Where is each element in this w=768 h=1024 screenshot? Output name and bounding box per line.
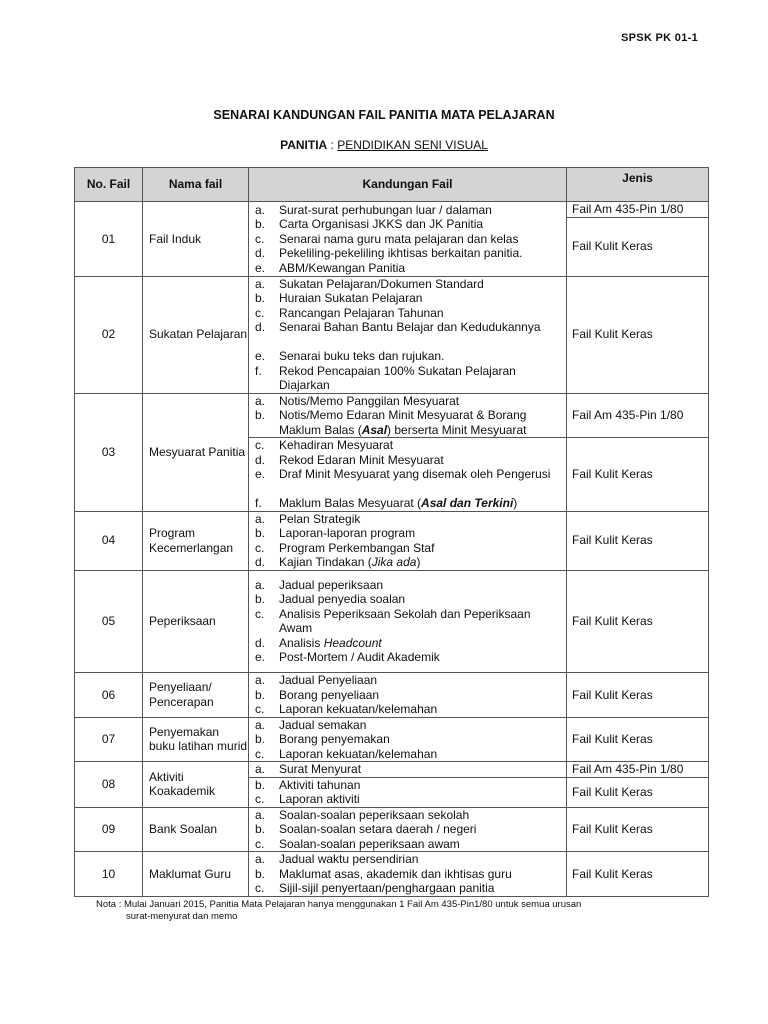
- file-number: 02: [75, 276, 143, 393]
- item-text: [279, 246, 564, 261]
- item-letter: c.: [255, 702, 265, 716]
- header-kandungan-fail: Kandungan Fail: [249, 168, 567, 202]
- file-type-value: [567, 777, 708, 807]
- item-text: [279, 291, 564, 306]
- file-type-text: Fail Kulit Keras: [572, 327, 653, 342]
- item-text-part: Laporan kekuatan/kelemahan: [279, 702, 438, 716]
- item-letter: b.: [255, 291, 266, 305]
- content-item: [249, 636, 566, 651]
- item-text-italic: Headcount: [323, 635, 382, 650]
- item-text-part: Soalan-soalan peperiksaan sekolah: [279, 807, 470, 822]
- table-body: [75, 202, 709, 897]
- item-letter: c.: [255, 836, 265, 851]
- item-text: [279, 702, 564, 717]
- item-letter: d.: [255, 635, 266, 650]
- file-type-value: [567, 718, 708, 762]
- item-letter: e.: [255, 349, 266, 363]
- content-item: [249, 867, 566, 882]
- panitia-separator: :: [327, 138, 338, 152]
- item-text: [279, 364, 564, 393]
- item-text: [279, 607, 564, 636]
- content-item: [249, 261, 566, 276]
- item-text-part: ): [416, 555, 421, 569]
- file-contents: [249, 717, 567, 762]
- item-text: [279, 555, 564, 570]
- item-text: [279, 203, 564, 218]
- content-item: [249, 364, 566, 393]
- content-item: [249, 217, 566, 232]
- item-text-part: Huraian Sukatan Pelajaran: [279, 291, 423, 305]
- file-type: [567, 852, 709, 897]
- content-item: [249, 496, 566, 511]
- file-type: [567, 570, 709, 673]
- item-text: [279, 881, 564, 896]
- item-letter: d.: [255, 555, 266, 569]
- item-text-italic: Jika ada: [371, 555, 417, 569]
- item-text-part: Rekod Pencapaian 100% Sukatan Pelajaran Diajarkan: [279, 363, 516, 392]
- content-item: [249, 822, 566, 837]
- item-text: [279, 837, 564, 852]
- footnote: [96, 899, 656, 923]
- item-text-part: Jadual waktu persendirian: [279, 852, 419, 866]
- content-item: [249, 437, 566, 453]
- file-number: 03: [75, 393, 143, 511]
- item-text-part: Maklum Balas Mesyuarat (: [279, 496, 422, 510]
- item-text-part: Pelan Strategik: [279, 511, 361, 526]
- file-type-text: Fail Kulit Keras: [572, 732, 653, 746]
- item-text-part: Soalan-soalan peperiksaan awam: [279, 836, 460, 851]
- item-letter: b.: [255, 408, 266, 422]
- item-letter: d.: [255, 320, 266, 334]
- item-text-part: Program Perkembangan Staf: [279, 540, 435, 555]
- file-contents: [249, 807, 567, 852]
- item-text-part: ) berserta Minit Mesyuarat: [387, 422, 527, 437]
- content-item: [249, 306, 566, 321]
- content-item: [249, 852, 566, 867]
- item-letter: d.: [255, 246, 266, 260]
- item-letter: c.: [255, 305, 265, 320]
- table-row: [75, 570, 709, 673]
- file-name: Peperiksaan: [143, 570, 249, 673]
- file-type: [567, 717, 709, 762]
- content-item: [249, 881, 566, 896]
- item-text: [279, 778, 564, 793]
- file-type-value: [567, 852, 708, 896]
- file-number: 04: [75, 511, 143, 570]
- file-type: [567, 276, 709, 393]
- item-letter: a.: [255, 852, 266, 866]
- table-row: [75, 511, 709, 570]
- file-type-value: [567, 673, 708, 717]
- item-text: [279, 320, 564, 349]
- file-type-value: [567, 217, 708, 276]
- content-item: [249, 792, 566, 807]
- item-text-part: Analisis: [279, 635, 324, 650]
- content-item: [249, 232, 566, 247]
- file-number: 10: [75, 852, 143, 897]
- file-name: Sukatan Pelajaran: [143, 276, 249, 393]
- item-text-part: Notis/Memo Edaran Minit Mesyuarat & Borang Maklum Balas (: [279, 408, 527, 437]
- item-text: [279, 747, 564, 762]
- file-number: 07: [75, 717, 143, 762]
- file-type-text: Fail Kulit Keras: [572, 467, 653, 481]
- item-text-part: Borang penyemakan: [279, 732, 390, 746]
- item-letter: e.: [255, 467, 266, 481]
- item-text-part: Surat-surat perhubungan luar / dalaman: [279, 202, 492, 217]
- content-item: [249, 777, 566, 793]
- file-name: Penyemakan buku latihan murid: [143, 717, 249, 762]
- item-letter: c.: [255, 438, 265, 452]
- file-name: Program Kecemerlangan: [143, 511, 249, 570]
- page-title: SENARAI KANDUNGAN FAIL PANITIA MATA PELAJARAN: [213, 108, 555, 122]
- content-item: [249, 526, 566, 541]
- item-text-part: Jadual penyedia soalan: [279, 592, 406, 607]
- footnote-line-1: Nota : Mulai Januari 2015, Panitia Mata Pelajaran hanya menggunakan 1 Fail Am 435-Pin1/80 untuk semua urusan: [96, 899, 582, 910]
- file-number: 05: [75, 570, 143, 673]
- panitia-label: PANITIA: [280, 138, 328, 152]
- content-item: [249, 277, 566, 292]
- content-item: [249, 688, 566, 703]
- table-row: [75, 717, 709, 762]
- item-letter: b.: [255, 866, 266, 881]
- file-contents: [249, 673, 567, 718]
- item-text-part: Rekod Edaran Minit Mesyuarat: [279, 452, 444, 467]
- file-number: 09: [75, 807, 143, 852]
- document-code: SPSK PK 01-1: [621, 32, 698, 44]
- content-item: [249, 762, 566, 777]
- item-text-part: ): [513, 496, 518, 510]
- file-type-value: [567, 394, 708, 438]
- item-text-part: Kajian Tindakan (: [279, 555, 372, 569]
- item-text-part: Analisis Peperiksaan Sekolah dan Peperiksaan Awam: [279, 606, 531, 636]
- item-text-part: Draf Minit Mesyuarat yang disemak oleh Pengerusi: [279, 467, 551, 481]
- header-nama-fail: Nama fail: [143, 168, 249, 202]
- table-header-row: [75, 168, 709, 202]
- table-row: [75, 762, 709, 808]
- content-item: [249, 747, 566, 762]
- table-row: [75, 202, 709, 277]
- item-text: [279, 762, 564, 777]
- item-text: [279, 718, 564, 733]
- item-letter: d.: [255, 452, 266, 467]
- item-text-part: Maklumat asas, akademik dan ikhtisas guru: [279, 866, 512, 881]
- item-letter: c.: [255, 231, 265, 246]
- item-letter: f.: [255, 496, 262, 510]
- item-text: [279, 673, 564, 688]
- file-type-text: Fail Kulit Keras: [572, 614, 653, 628]
- content-item: [249, 467, 566, 496]
- item-letter: a.: [255, 202, 266, 217]
- file-contents: [249, 570, 567, 673]
- file-type-text: Fail Kulit Keras: [572, 239, 653, 254]
- footnote-line-2: surat-menyurat dan memo: [126, 911, 238, 922]
- file-name: Penyeliaan/ Pencerapan: [143, 673, 249, 718]
- item-text-part: Senarai Bahan Bantu Belajar dan Kedudukannya: [279, 320, 541, 334]
- file-name: Fail Induk: [143, 202, 249, 277]
- item-text-part: Kehadiran Mesyuarat: [279, 438, 394, 452]
- file-type-text: Fail Kulit Keras: [572, 822, 653, 836]
- content-item: [249, 702, 566, 717]
- file-contents: [249, 762, 567, 808]
- item-text: [279, 808, 564, 823]
- file-contents-table: [74, 167, 709, 897]
- item-letter: a.: [255, 577, 266, 592]
- item-text: [279, 822, 564, 837]
- file-number: 06: [75, 673, 143, 718]
- file-type: [567, 762, 709, 808]
- item-text-part: Senarai buku teks dan rujukan.: [279, 349, 445, 363]
- item-text-part: Surat Menyurat: [279, 762, 362, 776]
- content-item: [249, 394, 566, 409]
- content-item: [249, 453, 566, 468]
- item-letter: a.: [255, 762, 266, 776]
- file-number: 01: [75, 202, 143, 277]
- content-item: [249, 203, 566, 218]
- item-text: [279, 394, 564, 409]
- item-text: [279, 217, 564, 232]
- file-type-text: Fail Am 435-Pin 1/80: [572, 202, 684, 216]
- item-text: [279, 261, 564, 276]
- file-type-text: Fail Kulit Keras: [572, 687, 653, 702]
- item-letter: c.: [255, 540, 265, 555]
- file-type-value: [567, 512, 708, 570]
- item-text-part: Aktiviti tahunan: [279, 777, 361, 792]
- file-name: Mesyuarat Panitia: [143, 393, 249, 511]
- file-name: Bank Soalan: [143, 807, 249, 852]
- item-letter: b.: [255, 526, 266, 540]
- table-row: [75, 852, 709, 897]
- item-letter: b.: [255, 822, 266, 836]
- item-text: [279, 467, 564, 496]
- item-text-emphasis: Asal: [361, 422, 388, 437]
- item-text: [279, 636, 564, 651]
- item-letter: b.: [255, 777, 266, 792]
- item-text-part: Laporan-laporan program: [279, 526, 416, 540]
- item-text-part: Soalan-soalan setara daerah / negeri: [279, 822, 477, 836]
- item-text-part: Notis/Memo Panggilan Mesyuarat: [279, 393, 460, 408]
- file-type: [567, 202, 709, 277]
- item-text-part: Laporan aktiviti: [279, 792, 360, 806]
- file-name: Aktiviti Koakademik: [143, 762, 249, 808]
- file-number: 08: [75, 762, 143, 808]
- item-text-part: Carta Organisasi JKKS dan JK Panitia: [279, 217, 484, 231]
- item-letter: c.: [255, 606, 265, 621]
- item-text-emphasis: Asal dan Terkini: [421, 496, 514, 510]
- item-letter: a.: [255, 807, 266, 822]
- item-text: [279, 232, 564, 247]
- panitia-value: PENDIDIKAN SENI VISUAL: [337, 138, 488, 152]
- item-letter: a.: [255, 276, 266, 291]
- file-type: [567, 807, 709, 852]
- content-item: [249, 808, 566, 823]
- item-letter: a.: [255, 717, 266, 732]
- table-row: [75, 673, 709, 718]
- file-type-text: Fail Kulit Keras: [572, 866, 653, 881]
- content-item: [249, 673, 566, 688]
- file-contents: [249, 852, 567, 897]
- item-text-part: Jadual semakan: [279, 717, 367, 732]
- header-no-fail: No. Fail: [75, 168, 143, 202]
- file-type-text: Fail Kulit Keras: [572, 533, 653, 548]
- table-row: [75, 807, 709, 852]
- item-letter: b.: [255, 687, 266, 702]
- content-item: [249, 512, 566, 527]
- item-letter: c.: [255, 746, 265, 761]
- item-text-part: Pekeliling-pekeliling ikhtisas berkaitan panitia.: [279, 246, 523, 260]
- item-text-part: Post-Mortem / Audit Akademik: [279, 650, 440, 665]
- item-text-part: Borang penyeliaan: [279, 687, 380, 702]
- header-jenis: Jenis: [567, 168, 709, 202]
- content-item: [249, 650, 566, 665]
- item-text: [279, 688, 564, 703]
- item-text: [279, 349, 564, 364]
- item-text: [279, 438, 564, 453]
- file-type-value: [567, 808, 708, 852]
- content-item: [249, 607, 566, 636]
- file-type-text: Fail Am 435-Pin 1/80: [572, 762, 684, 776]
- file-type: [567, 393, 709, 511]
- file-type-value: [567, 202, 708, 217]
- item-text: [279, 852, 564, 867]
- item-text-part: Rancangan Pelajaran Tahunan: [279, 305, 444, 320]
- panitia-line: [0, 138, 768, 152]
- item-text: [279, 277, 564, 292]
- item-letter: e.: [255, 650, 266, 665]
- item-text-part: Senarai nama guru mata pelajaran dan kelas: [279, 231, 519, 246]
- item-text: [279, 306, 564, 321]
- content-item: [249, 291, 566, 306]
- file-contents: [249, 202, 567, 277]
- item-letter: a.: [255, 393, 266, 408]
- file-type-text: Fail Am 435-Pin 1/80: [572, 408, 684, 422]
- item-text: [279, 867, 564, 882]
- item-letter: c.: [255, 792, 265, 806]
- item-letter: b.: [255, 732, 266, 746]
- item-letter: f.: [255, 363, 262, 378]
- item-letter: c.: [255, 881, 265, 895]
- content-item: [249, 246, 566, 261]
- item-text: [279, 732, 564, 747]
- table-row: [75, 276, 709, 393]
- content-item: [249, 578, 566, 593]
- content-item: [249, 718, 566, 733]
- item-text-part: Jadual Penyeliaan: [279, 673, 378, 687]
- file-type-value: [567, 571, 708, 673]
- item-text-part: Sukatan Pelajaran/Dokumen Standard: [279, 276, 484, 291]
- item-letter: b.: [255, 592, 266, 607]
- table-row: [75, 393, 709, 511]
- item-text: [279, 541, 564, 556]
- file-contents: [249, 511, 567, 570]
- item-letter: e.: [255, 260, 266, 275]
- content-item: [249, 541, 566, 556]
- content-item: [249, 555, 566, 570]
- item-text: [279, 496, 564, 511]
- item-letter: b.: [255, 217, 266, 231]
- file-contents: [249, 276, 567, 393]
- file-type-value: [567, 762, 708, 777]
- item-letter: a.: [255, 511, 266, 526]
- item-text-part: ABM/Kewangan Panitia: [279, 260, 406, 275]
- item-text-part: Laporan kekuatan/kelemahan: [279, 746, 438, 761]
- item-text: [279, 512, 564, 527]
- item-text: [279, 578, 564, 593]
- content-item: [249, 408, 566, 437]
- file-type: [567, 673, 709, 718]
- file-type: [567, 511, 709, 570]
- content-item: [249, 732, 566, 747]
- item-text: [279, 792, 564, 807]
- item-text: [279, 408, 564, 437]
- content-item: [249, 837, 566, 852]
- item-text-part: Sijil-sijil penyertaan/penghargaan panitia: [279, 881, 495, 895]
- item-text: [279, 453, 564, 468]
- item-letter: a.: [255, 673, 266, 687]
- file-type-value: [567, 437, 708, 511]
- content-item: [249, 592, 566, 607]
- item-text: [279, 526, 564, 541]
- item-text-part: Jadual peperiksaan: [279, 577, 384, 592]
- file-type-text: Fail Kulit Keras: [572, 784, 653, 799]
- file-contents: [249, 393, 567, 511]
- item-text: [279, 650, 564, 665]
- file-name: Maklumat Guru: [143, 852, 249, 897]
- content-item: [249, 349, 566, 364]
- file-type-value: [567, 277, 708, 393]
- item-text: [279, 592, 564, 607]
- content-item: [249, 320, 566, 349]
